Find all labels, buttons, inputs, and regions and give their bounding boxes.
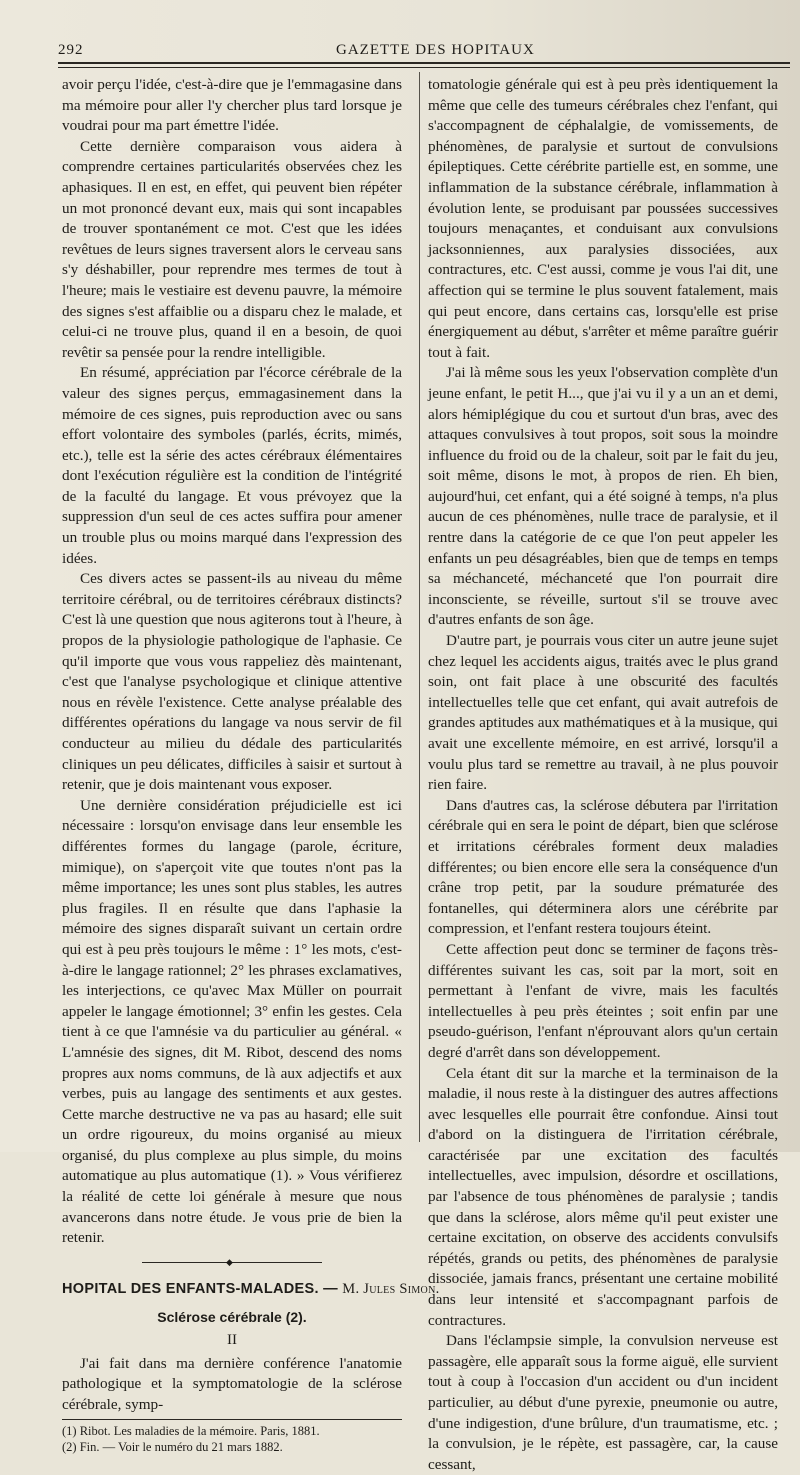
page-header (58, 38, 784, 60)
column-divider (419, 72, 420, 1142)
footnotes (62, 1419, 402, 1455)
paragraph: Cela étant dit sur la marche et la terminaison de la maladie, il nous reste à la distinguer des autres affections avec lesquelles elle pourrait être confondue. Ainsi tout d'abord on la distinguera de l'irritation cérébrale, caractérisée par une excitation des facultés intellectuelles, avec impulsion, désordre et oscillations, par l'absence de tous phénomènes de paralysie ; tandis que dans la sclérose, alors même qu'il peut exister une certaine excitation, on observe des accidents convulsifs répétés, grands ou petits, des phénomènes de paralysie dissociée, jamais francs, présentant une certaine mobilité dans leur intensité et s'accompagnant parfois de contractures. (428, 1064, 778, 1329)
paragraph: Cette affection peut donc se terminer de façons très-différentes suivant les cas, soit par la mort, soit en permettant à l'enfant de vivre, mais les facultés intellectuelles à peu près éteintes ; soit enfin par une pseudo-guérison, l'enfant n'éprouvant alors qu'un certain degré d'arrêt dans son développement. (428, 940, 778, 1061)
paragraph: Ces divers actes se passent-ils au niveau du même territoire cérébral, ou de territoires cérébraux distincts? C'est là une question que nous agiterons tout à l'heure, à propos de la physiologie pathologique de l'aphasie. Ce qu'il importe que vous vous rappeliez dès maintenant, c'est que l'analyse psychologique et clinique attentive nous en révèle l'existence. Cette analyse préalable des différentes opérations du langage va nous servir de fil conducteur au milieu du dédale des particularités cliniques un peu délicates, difficiles à saisir et surtout à retenir, que je dois maintenant vous exposer. (62, 570, 402, 794)
paragraph: Dans l'éclampsie simple, la convulsion nerveuse est passagère, elle apparaît sous la forme aiguë, elle survient tout à coup à l'occasion d'un accident ou d'un incident particulier, au début d'une pyrexie, pneumonie ou autre, d'une indigestion, d'une brûlure, d'un traumatisme, etc. ; la convulsion, je le répète, est passagère, car, la cause cessant, (428, 1332, 778, 1473)
journal-title: GAZETTE DES HOPITAUX (336, 42, 535, 58)
left-column (62, 75, 440, 1455)
paragraph: D'autre part, je pourrais vous citer un autre jeune sujet chez lequel les accidents aigus, traités avec le plus grand soin, ont fait place à une obscurité des facultés intellectuelles telle que cet enfant, qui avait autrefois de grandes aptitudes aux mathématiques et à la musique, qui avait une excellente mémoire, en est arrivé, lorsqu'il a voulu plus tard se remettre au travail, à ne plus pouvoir rien faire. (428, 632, 778, 794)
page-number: 292 (58, 42, 84, 58)
paragraph: J'ai fait dans ma dernière conférence l'anatomie pathologique et la symptomatologie de la sclérose cérébrale, symp- (62, 1354, 402, 1413)
paragraph: J'ai là même sous les yeux l'observation complète d'un jeune enfant, le petit H..., que j'ai vu il y a un an et demi, alors hémiplégique du cou et surtout d'un bras, avec des attaques convulsives à tout propos, soit sous la moindre influence du froid ou de la chaleur, soit par le fait du jeu, soit même, disons le mot, à propos de rien. Eh bien, aujourd'hui, cet enfant, qui a été soigné à temps, n'a plus aucun de ces phénomènes, nulle trace de paralysie, et il rentre dans la catégorie de ce que l'on peut appeler les enfants un peu désagréables, bien que de temps en temps sa méchanceté, méchanceté que l'on pourrait dire inconsciente, se réveille, surtout s'il se trouve avec d'autres enfants de son âge. (428, 364, 778, 629)
paragraph: Dans d'autres cas, la sclérose débutera par l'irritation cérébrale qui en sera le point de départ, bien que sclérose et irritations cérébrales forment deux maladies différentes; ou bien encore elle sera la conséquence d'un crâne trop petit, par la soudure prématurée des fontanelles, qui déterminera alors une cérébrite par compression, et l'enfant restera toujours éteint. (428, 796, 778, 938)
paragraph: Cette dernière comparaison vous aidera à comprendre certaines particularités observées chez les aphasiques. Il en est, en effet, qui peuvent bien répéter un mot prononcé devant eux, mais qui sont incapables de trouver spontanément ce mot. C'est que les idées revêtues de leurs signes traversent alors le cerveau sans s'y déshabiller, pour reprendre mes termes de tout à l'heure; mais le vestiaire est devenu pauvre, la mémoire des signes s'est affaiblie ou a disparu chez le malade, et celui-ci ne trouve plus, quand il en a besoin, de quoi revêtir sa pensée pour la rendre intelligible. (62, 137, 402, 361)
section-title-text: HOPITAL DES ENFANTS-MALADES. — (62, 1280, 338, 1297)
section-title (62, 1279, 440, 1300)
header-rule-thick (58, 62, 790, 64)
paragraph: tomatologie générale qui est à peu près identiquement la même que celle des tumeurs cérébrales chez l'enfant, qui s'accompagnent de céphalalgie, de vomissements, de phénomènes, de paralysie et surtout de convulsions épileptiques. Cette cérébrite partielle est, en somme, une inflammation de la substance cérébrale, inflammation à évolution lente, se produisant par poussées successives toujours menaçantes, et conduisant aux convulsions jacksonniennes, aux paralysies dissociées, aux contractures, etc. C'est aussi, comme je vous l'ai dit, une affection qui se termine le plus souvent fatalement, mais qui peut encore, dans certains cas, lorsqu'elle est prise énergiquement au début, s'arrêter et même paraître guérir tout à fait. (428, 76, 778, 361)
section-author: M. Jules Simon. (342, 1280, 440, 1297)
section-separator (62, 1249, 402, 1275)
paragraph: En résumé, appréciation par l'écorce cérébrale de la valeur des signes perçus, emmagasinement dans la mémoire de ces signes, puis reproduction avec ou sans effort volontaire des symboles (parlés, écrits, mimés, etc.), telle est la série des actes cérébraux élémentaires dont l'exécution régulière est la condition de l'intégrité de la faculté du langage. Et vous prévoyez que la suppression d'un seul de ces actes suffira pour amener un trouble plus ou moins marqué dans l'expression des idées. (62, 364, 402, 567)
footnote: (1) Ribot. Les maladies de la mémoire. Paris, 1881. (62, 1424, 320, 1439)
header-rule-thin (58, 67, 790, 68)
section-part-number: II (227, 1332, 237, 1349)
paragraph: Une dernière considération préjudicielle est ici nécessaire : lorsqu'on envisage dans leur ensemble les différentes formes du langage (parole, écriture, mimique), on s'aperçoit vite que toutes n'ont pas la même importance; les unes sont plus stables, les autres plus fragiles. Il en résulte que dans l'aphasie la mémoire des signes disparaît suivant un certain ordre qui est à peu près toujours le même : 1° les mots, c'est-à-dire le langage rationnel; 2° les phrases exclamatives, les interjections, ce qu'avec Max Müller on pourrait appeler le langage émotionnel; 3° enfin les gestes. Cela tient à ce que l'amnésie va du particulier au général. « L'amnésie des signes, dit M. Ribot, descend des noms propres aux noms communs, de là aux adjectifs et aux verbes, puis au langage des sentiments et aux gestes. Cette marche destructive ne va pas au hasard; elle suit un ordre rigoureux, du moins organisé au mieux organisé, du plus complexe au plus simple, du moins automatique au plus automatique (1). » Vous vérifierez la réalité de cette loi générale à mesure que nous avancerons dans notre étude. Je vous prie de bien la retenir. (62, 796, 402, 1247)
paragraph: avoir perçu l'idée, c'est-à-dire que je l'emmagasine dans ma mémoire pour aller l'y chercher plus tard lorsque je voudrai pour ma part émettre l'idée. (62, 76, 402, 135)
section-subtitle: Sclérose cérébrale (2). (157, 1309, 307, 1326)
right-column (428, 75, 778, 1475)
footnote: (2) Fin. — Voir le numéro du 21 mars 1882. (62, 1440, 283, 1455)
